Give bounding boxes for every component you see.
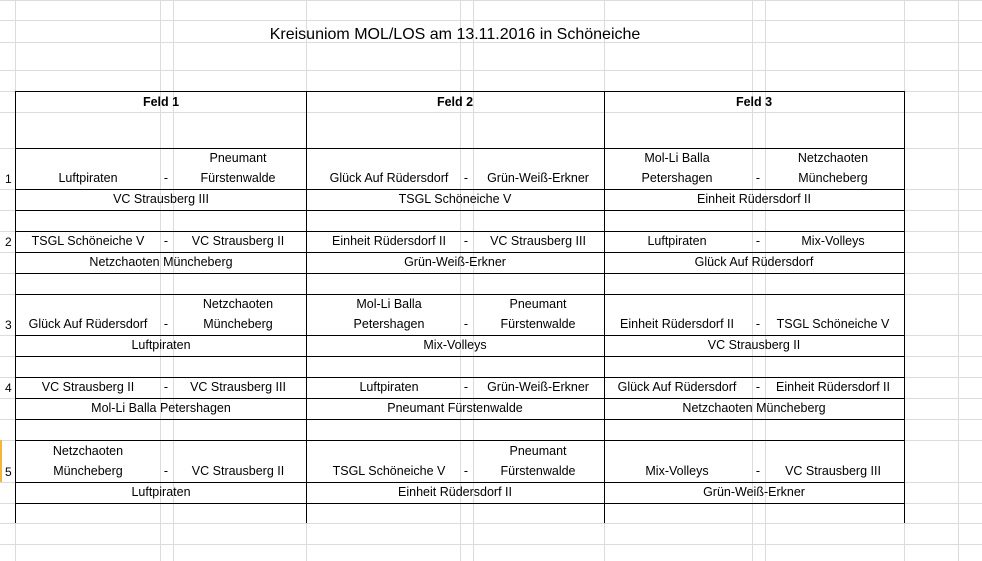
home-team[interactable]: Petershagen <box>353 317 425 331</box>
away-team[interactable]: Einheit Rüdersdorf II <box>776 380 890 394</box>
away-team[interactable]: VC Strausberg III <box>190 380 286 394</box>
referee-team[interactable]: Einheit Rüdersdorf II <box>398 485 512 499</box>
away-team[interactable]: VC Strausberg II <box>191 234 285 248</box>
away-team[interactable]: Netzchaoten <box>202 297 274 311</box>
referee-team[interactable]: Netzchaoten Müncheberg <box>682 401 826 415</box>
page-title[interactable]: Kreisuniom MOL/LOS am 13.11.2016 in Schöneiche <box>269 26 641 43</box>
home-team[interactable]: Mol-Li Balla <box>644 151 710 165</box>
field-1-header[interactable]: Feld 1 <box>142 95 180 109</box>
home-team[interactable]: Petershagen <box>641 171 713 185</box>
away-team[interactable]: Netzchaoten <box>797 151 869 165</box>
referee-team[interactable]: Luftpiraten <box>131 338 191 352</box>
away-team[interactable]: Pneumant <box>509 297 567 311</box>
home-team[interactable]: Luftpiraten <box>647 234 707 248</box>
referee-team[interactable]: Glück Auf Rüdersdorf <box>694 255 814 269</box>
match-separator[interactable]: - <box>755 317 761 331</box>
home-team[interactable]: Glück Auf Rüdersdorf <box>28 317 148 331</box>
referee-team[interactable]: Netzchaoten Müncheberg <box>89 255 233 269</box>
away-team[interactable]: Pneumant <box>509 444 567 458</box>
home-team[interactable]: Glück Auf Rüdersdorf <box>329 171 449 185</box>
round-number[interactable]: 4 <box>5 381 12 395</box>
match-separator[interactable]: - <box>755 234 761 248</box>
field-2-header[interactable]: Feld 2 <box>436 95 474 109</box>
away-team[interactable]: Grün-Weiß-Erkner <box>487 380 589 394</box>
away-team[interactable]: Fürstenwalde <box>500 317 576 331</box>
home-team[interactable]: Mix-Volleys <box>645 464 709 478</box>
away-team[interactable]: Pneumant <box>209 151 267 165</box>
match-separator[interactable]: - <box>755 464 761 478</box>
match-separator[interactable]: - <box>463 234 469 248</box>
home-team[interactable]: Einheit Rüdersdorf II <box>620 317 734 331</box>
match-separator[interactable]: - <box>463 317 469 331</box>
away-team[interactable]: VC Strausberg III <box>490 234 586 248</box>
row-selection-marker <box>0 440 2 482</box>
home-team[interactable]: Mol-Li Balla <box>356 297 422 311</box>
home-team[interactable]: TSGL Schöneiche V <box>31 234 145 248</box>
home-team[interactable]: TSGL Schöneiche V <box>332 464 446 478</box>
round-number[interactable]: 1 <box>5 172 12 186</box>
home-team[interactable]: Einheit Rüdersdorf II <box>332 234 446 248</box>
referee-team[interactable]: Luftpiraten <box>131 485 191 499</box>
field-3-header[interactable]: Feld 3 <box>735 95 773 109</box>
referee-team[interactable]: Grün-Weiß-Erkner <box>703 485 805 499</box>
match-separator[interactable]: - <box>163 171 169 185</box>
match-separator[interactable]: - <box>755 171 761 185</box>
away-team[interactable]: Fürstenwalde <box>500 464 576 478</box>
referee-team[interactable]: Mol-Li Balla Petershagen <box>91 401 231 415</box>
match-separator[interactable]: - <box>163 234 169 248</box>
away-team[interactable]: Grün-Weiß-Erkner <box>487 171 589 185</box>
home-team[interactable]: Luftpiraten <box>58 171 118 185</box>
home-team[interactable]: Glück Auf Rüdersdorf <box>617 380 737 394</box>
referee-team[interactable]: VC Strausberg II <box>707 338 801 352</box>
referee-team[interactable]: TSGL Schöneiche V <box>398 192 512 206</box>
round-number[interactable]: 5 <box>5 465 12 479</box>
away-team[interactable]: Müncheberg <box>203 317 273 331</box>
away-team[interactable]: Müncheberg <box>798 171 868 185</box>
match-separator[interactable]: - <box>463 464 469 478</box>
match-separator[interactable]: - <box>463 380 469 394</box>
home-team[interactable]: Müncheberg <box>53 464 123 478</box>
away-team[interactable]: VC Strausberg III <box>785 464 881 478</box>
away-team[interactable]: TSGL Schöneiche V <box>776 317 890 331</box>
home-team[interactable]: Luftpiraten <box>359 380 419 394</box>
match-separator[interactable]: - <box>755 380 761 394</box>
away-team[interactable]: Fürstenwalde <box>200 171 276 185</box>
referee-team[interactable]: Einheit Rüdersdorf II <box>697 192 811 206</box>
referee-team[interactable]: Pneumant Fürstenwalde <box>387 401 523 415</box>
home-team[interactable]: VC Strausberg II <box>41 380 135 394</box>
round-number[interactable]: 2 <box>5 235 12 249</box>
match-separator[interactable]: - <box>163 380 169 394</box>
round-number[interactable]: 3 <box>5 318 12 332</box>
referee-team[interactable]: VC Strausberg III <box>113 192 209 206</box>
match-separator[interactable]: - <box>163 464 169 478</box>
match-separator[interactable]: - <box>463 171 469 185</box>
home-team[interactable]: Netzchaoten <box>52 444 124 458</box>
match-separator[interactable]: - <box>163 317 169 331</box>
away-team[interactable]: VC Strausberg II <box>191 464 285 478</box>
referee-team[interactable]: Grün-Weiß-Erkner <box>404 255 506 269</box>
away-team[interactable]: Mix-Volleys <box>801 234 865 248</box>
referee-team[interactable]: Mix-Volleys <box>423 338 487 352</box>
